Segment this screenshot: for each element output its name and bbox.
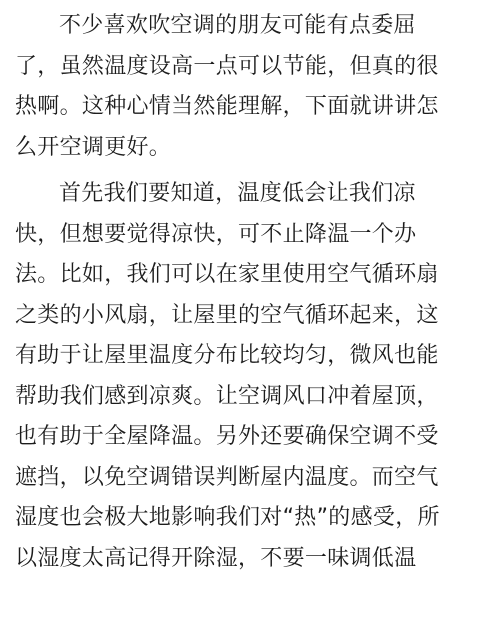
text-line: 法。比如，我们可以在家里使用空气循环扇 bbox=[15, 262, 439, 287]
text-line: 也有助于全屋降温。另外还要确保空调不受 bbox=[15, 424, 439, 449]
text-line: 有助于让屋里温度分布比较均匀，微风也能 bbox=[15, 343, 439, 368]
text-line: 么开空调更好。 bbox=[15, 134, 172, 160]
text-line: 遮挡，以免空调错误判断屋内温度。而空气 bbox=[15, 464, 439, 490]
text-line: 帮助我们感到凉爽。让空调风口冲着屋顶， bbox=[15, 383, 439, 409]
text-line: 热啊。这种心情当然能理解，下面就讲讲怎 bbox=[15, 94, 439, 119]
paragraph-1 bbox=[15, 6, 485, 168]
text-line: 不少喜欢吹空调的朋友可能有点委屈 bbox=[59, 13, 416, 38]
text-line: 快，但想要觉得凉快，可不止降温一个办 bbox=[15, 221, 417, 247]
text-line: 了，虽然温度设高一点可以节能，但真的很 bbox=[15, 53, 439, 79]
text-line: 首先我们要知道，温度低会让我们凉 bbox=[59, 181, 416, 206]
text-line: 以湿度太高记得开除湿，不要一味调低温 bbox=[15, 545, 417, 571]
paragraph-2 bbox=[15, 174, 485, 579]
text-line: 湿度也会极大地影响我们对“热”的感受，所 bbox=[15, 505, 440, 530]
article-body bbox=[15, 6, 485, 585]
text-line: 之类的小风扇，让屋里的空气循环起来，这 bbox=[15, 302, 439, 328]
